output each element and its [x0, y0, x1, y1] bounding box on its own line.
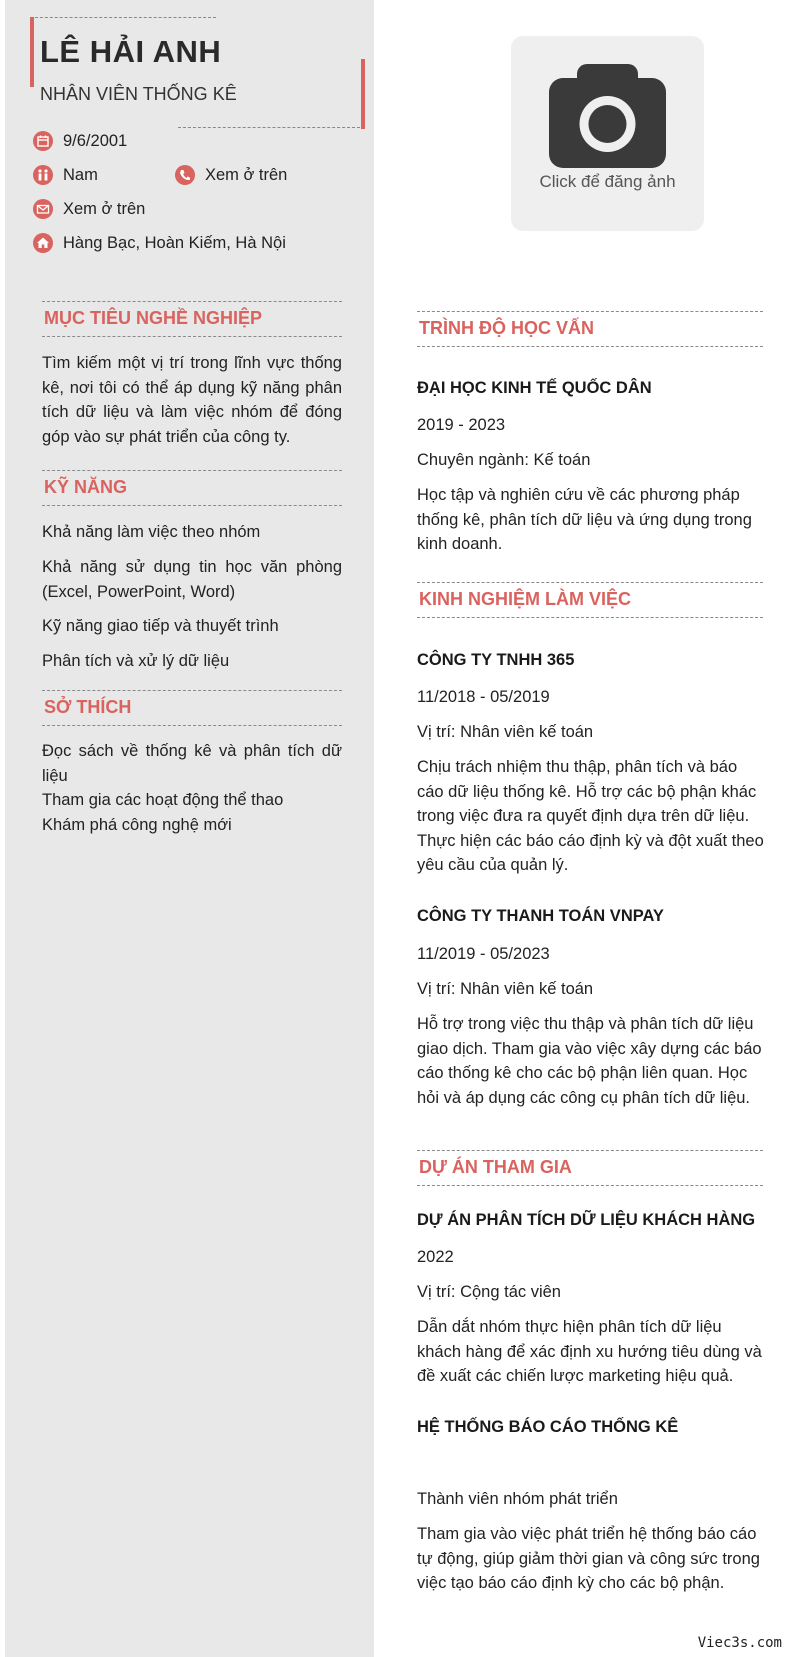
email-icon [33, 199, 53, 219]
phone-value[interactable]: Xem ở trên [205, 165, 288, 184]
project-position[interactable]: Thành viên nhóm phát triển [417, 1490, 618, 1508]
project-position[interactable]: Vị trí: Cộng tác viên [417, 1283, 561, 1301]
hobbies-heading [42, 690, 342, 726]
home-icon [33, 233, 53, 253]
objective-heading [42, 301, 342, 337]
address-row [33, 233, 286, 253]
section-title: KỸ NĂNG [44, 477, 128, 497]
section-title: SỞ THÍCH [44, 697, 132, 717]
photo-upload[interactable] [511, 36, 704, 231]
skill-item[interactable]: Phân tích và xử lý dữ liệu [42, 652, 230, 670]
experience-heading [417, 582, 763, 618]
name-block [30, 14, 365, 130]
education-period[interactable]: 2019 - 2023 [417, 416, 506, 434]
birthday-row [33, 131, 127, 151]
section-title: TRÌNH ĐỘ HỌC VẤN [419, 318, 594, 338]
skills-heading [42, 470, 342, 506]
job-position[interactable]: Vị trí: Nhân viên kế toán [417, 980, 594, 998]
camera-icon [549, 64, 666, 168]
hobby-item[interactable]: Khám phá công nghệ mới [42, 816, 232, 834]
gender-row [33, 165, 98, 185]
company-name[interactable]: CÔNG TY TNHH 365 [417, 651, 575, 669]
phone-icon [175, 165, 195, 185]
section-title: KINH NGHIỆM LÀM VIỆC [419, 589, 632, 609]
sidebar [5, 0, 374, 1657]
skill-item[interactable]: Khả năng sử dụng tin học văn phòng (Excel, PowerPoint, Word) [42, 558, 342, 601]
watermark: Viec3s.com [697, 1635, 782, 1651]
section-title: DỰ ÁN THAM GIA [419, 1157, 572, 1177]
divider [30, 17, 216, 18]
gender-value[interactable]: Nam [63, 165, 98, 184]
calendar-icon [33, 131, 53, 151]
job-title[interactable]: NHÂN VIÊN THỐNG KÊ [40, 84, 237, 104]
job-position[interactable]: Vị trí: Nhân viên kế toán [417, 723, 594, 741]
project-name[interactable]: DỰ ÁN PHÂN TÍCH DỮ LIỆU KHÁCH HÀNG [417, 1211, 756, 1229]
company-name[interactable]: CÔNG TY THANH TOÁN VNPAY [417, 907, 664, 925]
job-description[interactable]: Chịu trách nhiệm thu thập, phân tích và báo cáo dữ liệu thống kê. Hỗ trợ các bộ phận khác trong việc đưa ra quyết định dựa trên dữ liệu. Thực hiện các báo cáo định kỳ và đột xuất theo yêu cầu của quản lý. [417, 758, 764, 874]
job-period[interactable]: 11/2018 - 05/2019 [417, 688, 550, 706]
birthday-value[interactable]: 9/6/2001 [63, 131, 128, 150]
address-value[interactable]: Hàng Bạc, Hoàn Kiếm, Hà Nội [63, 233, 286, 252]
skill-item[interactable]: Kỹ năng giao tiếp và thuyết trình [42, 617, 279, 635]
projects-heading [417, 1150, 763, 1186]
job-period[interactable]: 11/2019 - 05/2023 [417, 945, 550, 963]
email-row [33, 199, 145, 219]
photo-caption: Click để đăng ảnh [539, 172, 676, 191]
objective-text[interactable]: Tìm kiếm một vị trí trong lĩnh vực thống kê, nơi tôi có thể áp dụng kỹ năng phân tích dữ liệu và làm việc nhóm để đóng góp vào sự phát triển của công ty. [42, 354, 342, 446]
full-name[interactable]: LÊ HẢI ANH [40, 34, 222, 69]
project-year[interactable]: 2022 [417, 1248, 454, 1266]
main-content [374, 0, 800, 1657]
job-description[interactable]: Hỗ trợ trong việc thu thập và phân tích dữ liệu giao dịch. Tham gia vào việc xây dựng các báo cáo thống kê cho các bộ phận liên quan. Học hỏi và áp dụng các công cụ phân tích dữ liệu. [417, 1015, 762, 1107]
accent-bar [30, 17, 34, 87]
school-name[interactable]: ĐẠI HỌC KINH TẾ QUỐC DÂN [417, 379, 652, 397]
divider [178, 127, 365, 128]
hobby-item[interactable]: Tham gia các hoạt động thể thao [42, 791, 284, 809]
education-description[interactable]: Học tập và nghiên cứu về các phương pháp thống kê, phân tích dữ liệu và ứng dụng trong kinh doanh. [417, 486, 752, 553]
section-title: MỤC TIÊU NGHỀ NGHIỆP [44, 308, 263, 328]
education-major[interactable]: Chuyên ngành: Kế toán [417, 451, 591, 469]
accent-bar [361, 59, 365, 129]
gender-icon [33, 165, 53, 185]
education-heading [417, 311, 763, 347]
hobby-item[interactable]: Đọc sách về thống kê và phân tích dữ liệu [42, 742, 342, 785]
project-name[interactable]: HỆ THỐNG BÁO CÁO THỐNG KÊ [417, 1418, 679, 1436]
project-description[interactable]: Tham gia vào việc phát triển hệ thống báo cáo tự động, giúp giảm thời gian và công sức trong việc tạo báo cáo định kỳ cho các bộ phận. [417, 1525, 760, 1592]
email-value[interactable]: Xem ở trên [63, 199, 146, 218]
skill-item[interactable]: Khả năng làm việc theo nhóm [42, 523, 261, 541]
project-description[interactable]: Dẫn dắt nhóm thực hiện phân tích dữ liệu khách hàng để xác định xu hướng tiêu dùng và đề xuất các chiến lược marketing hiệu quả. [417, 1318, 762, 1385]
phone-row [175, 165, 287, 185]
